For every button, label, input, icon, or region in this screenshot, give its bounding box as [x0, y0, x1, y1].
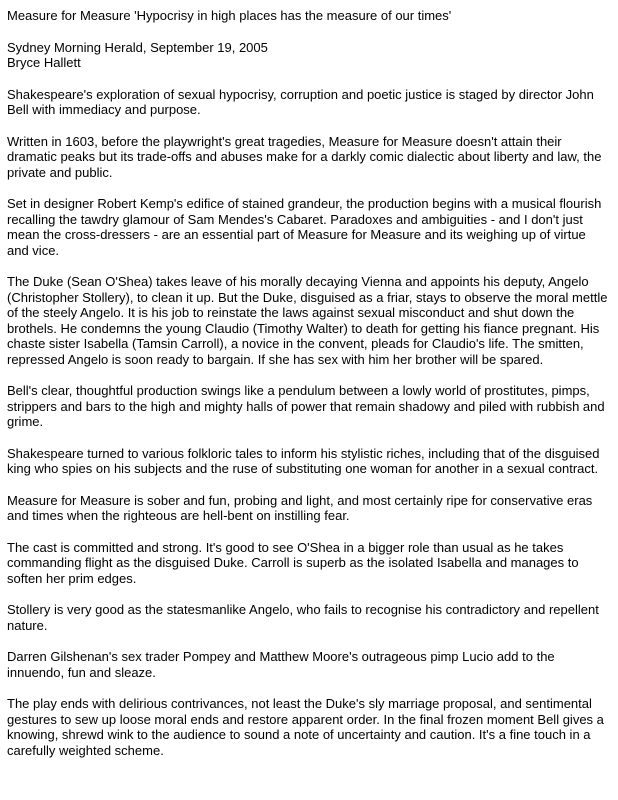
author-name: Bryce Hallett	[7, 55, 81, 70]
article-paragraph: Written in 1603, before the playwright's great tragedies, Measure for Measure doesn't attain their dramatic peaks but its trade-offs and abuses make for a darkly comic dialectic about liberty and law, the private and public.	[7, 133, 602, 180]
article-paragraph: Bell's clear, thoughtful production swings like a pendulum between a lowly world of prostitutes, pimps, strippers and bars to the high and mighty halls of power that remain shadowy and piled with rubbish and grime.	[7, 383, 605, 429]
source-line: Sydney Morning Herald, September 19, 2005	[7, 39, 268, 55]
article-byline	[7, 40, 610, 71]
article-headline: Measure for Measure 'Hypocrisy in high places has the measure of our times'	[7, 8, 452, 23]
article-paragraph: Shakespeare turned to various folkloric tales to inform his stylistic riches, including that of the disguised king who spies on his subjects and the ruse of substituting one woman for another in a sexual contract.	[7, 445, 600, 476]
article-paragraph: Darren Gilshenan's sex trader Pompey and Matthew Moore's outrageous pimp Lucio add to the innuendo, fun and sleaze.	[7, 649, 555, 680]
article-paragraph: The play ends with delirious contrivances, not least the Duke's sly marriage proposal, and sentimental gestures to sew up loose moral ends and restore apparent order. In the final frozen moment Bell gives a knowing, shrewd wink to the audience to sound a note of uncertainty and caution. It's a fine touch in a carefully weighted scheme.	[7, 696, 604, 758]
article-paragraph: Set in designer Robert Kemp's edifice of stained grandeur, the production begins with a musical flourish recalling the tawdry glamour of Sam Mendes's Cabaret. Paradoxes and ambiguities - and I don't just mean the cross-dressers - are an essential part of Measure for Measure and its weighing up of virtue and vice.	[7, 196, 602, 258]
article-paragraph: Stollery is very good as the statesmanlike Angelo, who fails to recognise his contradictory and repellent nature.	[7, 602, 599, 633]
article-paragraph: The cast is committed and strong. It's good to see O'Shea in a bigger role than usual as he takes commanding flight as the disguised Duke. Carroll is superb as the isolated Isabella and manages to soften her prim edges.	[7, 539, 579, 586]
article-paragraph: Measure for Measure is sober and fun, probing and light, and most certainly ripe for conservative eras and times when the righteous are hell-bent on instilling fear.	[7, 492, 593, 523]
article-paragraph: Shakespeare's exploration of sexual hypocrisy, corruption and poetic justice is staged by director John Bell with immediacy and purpose.	[7, 86, 594, 117]
article-paragraph: The Duke (Sean O'Shea) takes leave of his morally decaying Vienna and appoints his deputy, Angelo (Christopher Stollery), to clean it up. But the Duke, disguised as a friar, stays to observe the moral mettle of the steely Angelo. It is his job to reinstate the laws against sexual misconduct and shut down the brothels. He condemns the young Claudio (Timothy Walter) to death for getting his fiance pregnant. His chaste sister Isabella (Tamsin Carroll), a novice in the convent, pleads for Claudio's life. The smitten, repressed Angelo is soon ready to bargain. If she has sex with him her brother will be spared.	[7, 274, 608, 367]
